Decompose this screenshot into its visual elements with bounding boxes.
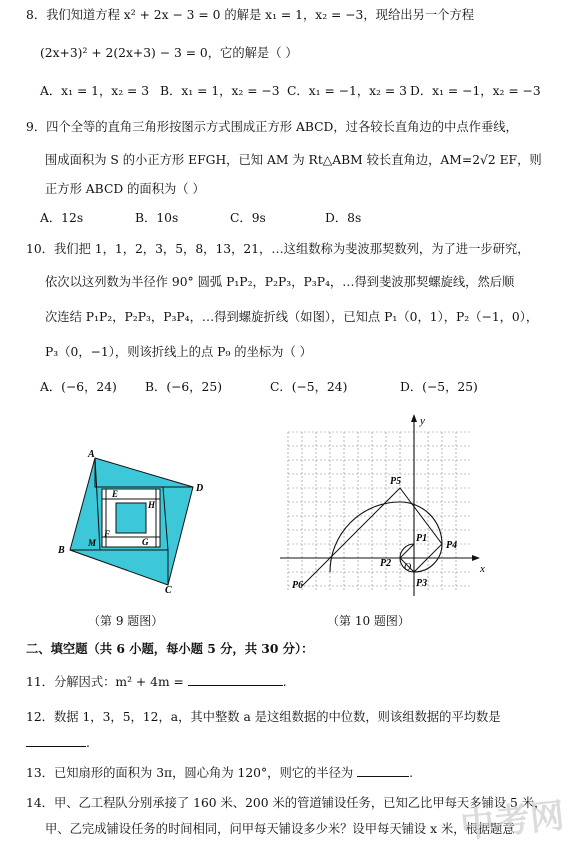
q12-period: . [86,736,90,750]
fig10-p2-label: P2 [380,558,392,569]
q11-period: . [282,675,287,689]
q12-answer-blank[interactable] [26,734,86,747]
section2-title: 二、填空题（共 6 小题，每小题 5 分，共 30 分）： [26,641,314,656]
q9-line1: 9．四个全等的直角三角形按图示方式围成正方形 ABCD，过各较长直角边的中点作垂线， [26,120,518,134]
q14-line1: 14．甲、乙工程队分别承接了 160 米、200 米的管道铺设任务，已知乙比甲每天多铺设 5 米， [26,796,547,810]
q10-option-d: D．(−5，25) [400,380,478,394]
q12-line1: 12．数据 1，3，5，12，a，其中整数 a 是这组数据的中位数，则该组数据的平均数是 [26,710,501,724]
fig9-label-f: F [104,529,111,539]
q13-line [26,764,413,782]
q8-line2: (2x+3)² + 2(2x+3) − 3 = 0，它的解是（ ） [40,46,298,60]
q9-option-d: D．8s [325,211,362,225]
fig10-grid [288,432,470,592]
fig10-p4-label: P4 [446,540,458,551]
q10-line2: 依次以这列数为半径作 90° 圆弧 P₁P₂，P₂P₃，P₃P₄，…得到斐波那契螺旋线，然后顺 [45,275,515,289]
q8-option-b: B．x₁ = 1，x₂ = −3 [160,84,280,98]
fig9-label-e: E [112,489,119,499]
fig10-caption: （第 10 题图） [327,614,410,628]
q11-answer-blank[interactable] [188,673,283,686]
fig9-label-c: C [165,585,172,595]
fig10-x-arrow [472,555,480,561]
q10-line3: 次连结 P₁P₂，P₂P₃，P₃P₄，…得到螺旋折线（如图），已知点 P₁（0，1），P₂（−1，0）， [45,310,539,324]
q11-text: 11．分解因式：m² + 4m = [26,675,184,689]
q9-option-c: C．9s [230,211,266,225]
fig10-axis-y-label: y [420,415,425,427]
figure-10 [276,410,496,600]
q11-line [26,673,287,691]
q10-line4: P₃（0，−1），则该折线上的点 P₉ 的坐标为（ ） [45,345,312,359]
q9-line2: 围成面积为 S 的小正方形 EFGH，已知 AM 为 Rt△ABM 较长直角边，AM=2√2 EF，则 [45,153,542,167]
fig10-p3-label: P3 [416,578,428,589]
q10-option-a: A．(−6，24) [40,380,117,394]
fig9-caption: （第 9 题图） [88,614,164,628]
q8-option-c: C．x₁ = −1，x₂ = 3 [287,84,407,98]
figure-9 [50,445,210,595]
q8-line1: 8．我们知道方程 x² + 2x − 3 = 0 的解是 x₁ = 1，x₂ = −3，现给出另一个方程 [26,8,475,22]
fig10-p6-label: P6 [292,580,304,591]
fig9-inner-cyan [116,503,146,533]
q9-line3: 正方形 ABCD 的面积为（ ） [45,182,205,196]
q8-option-d: D．x₁ = −1，x₂ = −3 [410,84,541,98]
q10-option-c: C．(−5，24) [270,380,348,394]
q9-option-a: A．12s [40,211,84,225]
q12-line2 [26,734,90,752]
fig9-label-m: M [88,538,97,548]
q10-option-b: B．(−6，25) [145,380,222,394]
fig9-label-h: H [148,500,156,510]
fig10-axis-x-label: x [480,563,485,575]
q13-text: 13．已知扇形的面积为 3π，圆心角为 120°，则它的半径为 [26,766,354,780]
fig9-label-a: A [88,449,95,460]
q10-line1: 10．我们把 1，1，2，3，5，8，13，21，…这组数称为斐波那契数列，为了进一步研究， [26,242,530,256]
fig9-label-b: B [58,545,65,556]
q13-period: . [409,766,414,780]
fig9-label-g: G [142,537,149,547]
q14-line2: 甲、乙完成铺设任务的时间相同，问甲每天铺设多少米？设甲每天铺设 x 米，根据题意 [45,822,515,836]
fig10-y-arrow [411,414,417,422]
q9-option-b: B．10s [135,211,179,225]
q13-answer-blank[interactable] [357,764,409,777]
watermark: 中考网 [458,796,568,846]
fig10-origin-label: O [404,562,412,573]
q8-option-a: A．x₁ = 1，x₂ = 3 [40,84,150,98]
fig9-label-d: D [196,483,204,494]
fig10-p5-label: P5 [390,476,402,487]
fig10-p1-label: P1 [416,533,428,544]
